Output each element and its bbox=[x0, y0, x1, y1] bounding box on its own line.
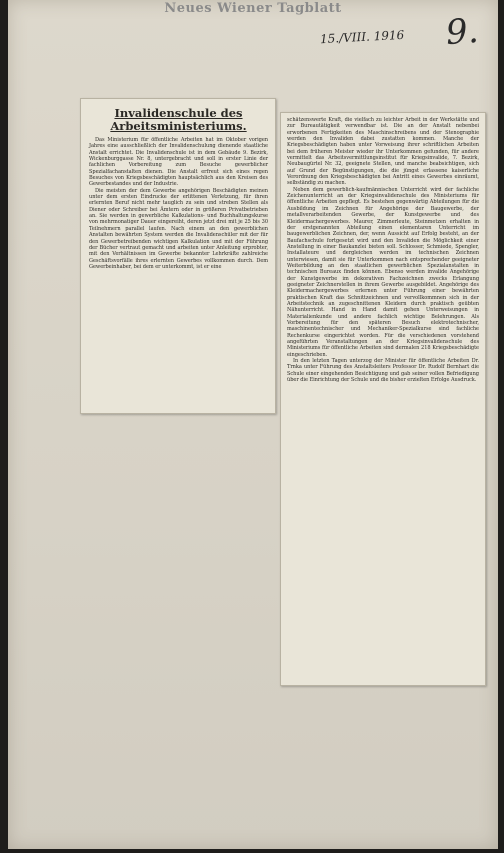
archive-sheet bbox=[8, 0, 498, 849]
handwritten-date: 15./VIII. 1916 bbox=[319, 27, 405, 47]
paragraph: schätzenswerte Kraft, die vielfach zu leichter Arbeit in der Werkstätte und zur Bureautätigkeit verwendbar ist. Die an der Anstalt nebenbei erworbenen Fertigkeiten des Maschinschreibens und der Stenographie werden den Invaliden dabei zustatten kommen. Manche der Kriegsbeschädigten haben unter Vorweisung ihrer schriftlichen Arbeiten bei dem früheren Meister wieder ihr Unterkommen gefunden, für andere vermittelt das Arbeitsvermittlungsinstitut für Kriegsinvalide, 7. Bezirk, Neubaugürtel Nr. 32, geeignete Stellen, und manche beabsichtigen, sich auf Grund der Begünstigungen, die die jüngst erlassene kaiserliche Verordnung den Kriegsbeschädigten bei Antritt eines Gewerbes einräumt, selbständig zu machen. bbox=[287, 117, 479, 187]
newspaper-masthead: Neues Wiener Tagblatt bbox=[164, 1, 342, 16]
paragraph: Das Ministerium für öffentliche Arbeiten hat im Oktober vorigen Jahres eine ausschließlich der Invalidenschulung dienende staatliche Anstalt errichtet. Die Invalidenschule ist in dem Gebäude 9. Bezirk, Wickenburggasse Nr. 8, untergebracht und soll in erster Linie der fachlichen Vorbereitung zum Besuche gewerblicher Spezialfachanstalten dienen. Die Anstalt erfreut sich eines regen Besuches von Kriegsbeschädigten hauptsächlich aus den Kreisen des Gewerbestandes und der Industrie. bbox=[89, 137, 268, 188]
article-body-col1 bbox=[89, 137, 268, 270]
article-title: Invalidenschule des Arbeitsministeriums. bbox=[110, 106, 247, 133]
handwritten-page-number: 9. bbox=[444, 10, 480, 54]
paragraph: In den letzten Tagen unterzog der Minister für öffentliche Arbeiten Dr. Trnka unter Führung des Anstaltsleiters Professor Dr. Rudolf Bernhart die Schule einer eingehenden Besichtigung und gab seiner vollen Befriedigung über die Einrichtung der Schule und die bisher erzielten Erfolge Ausdruck. bbox=[287, 358, 479, 384]
article-body-col2 bbox=[287, 117, 479, 383]
paragraph: Die meisten der dem Gewerbe angehörigen Beschädigten meinen unter dem ersten Eindrucke der erlittenen Verletzung, für ihren erlernten Beruf nicht mehr tauglich zu sein und streben Stellen als Diener oder Schreiber bei Ämtern oder in größeren Privatbetrieben an. Sie werden in gewerbliche Kalkulations- und Buchhaltungskurse von mehrmonatiger Dauer eingereiht, deren jetzt drei mit je 25 bis 30 Teilnehmern parallel laufen. Nach einem an den gewerblichen Anstalten bewährten System werden die Invalidenschüler mit der für den Gewerbetreibenden wichtigen Kalkulation und mit der Führung der Bücher vertraut gemacht und arbeiten unter Anleitung erprobter, mit den Verhältnissen im Gewerbe bekannter Lehrkräfte zahlreiche Geschäftsvorfälle ihres erlernten Gewerbes vollkommen durch. Dem Gewerbeinhaber, bei dem er unterkommt, ist er eine bbox=[89, 187, 268, 270]
paragraph: Neben dem gewerblich-kaufmännischen Unterricht wird der fachliche Zeichenunterricht an der Kriegsinvalidenschule des Ministeriums für öffentliche Arbeiten gepflegt. Es bestehen gegenwärtig Abteilungen für die Ausbildung im Zeichnen für Angehörige der Baugewerbe, der metallverarbeitenden Gewerbe, der Kunstgewerbe und des Kleidermachergewerbes. Maurer, Zimmerleute, Steinmetzen erhalten in der erstgenannten Abteilung einen elementaren Unterricht im baugewerblichen Zeichnen, der, wenn Aussicht auf Erfolg besteht, an der Baufachschule fortgesetzt wird und den Invaliden die Möglichkeit einer Anstellung in einer Baukanzlei bieten soll. Schlosser, Schmiede, Spengler, Installateure und dergleichen werden im technischen Zeichnen unterwiesen, damit sie für Unterkommen nach entsprechender geeigneter Weiterbildung an den staatlichen gewerblichen Spezialanstalten in technischen Bureaux finden können. Ebenso werden invalide Angehörige der Kunstgewerbe im dekorativen Fachzeichnen zwecks Erlangung geeigneter Zeichnerstellen in ihrem Gewerbe ausgebildet. Angehörige des Kleidermachergewerbes erlernen unter Führung einer bewährten praktischen Kraft das Schnittzeichnen und vervollkommnen sich in der Arbeitstechnik an zugeschnittenen Kleidern durch praktisch geübten Nähunterricht. Hand in Hand damit gehen Unterweisungen in Materialienkunde und andere fachlich wichtige Belehrungen. Als Vorbereitung für den späteren Besuch elektrotechnischer, maschinentechnischer und Mechaniker-Spezialkurse sind fachliche Rechenkurse eingerichtet worden. Für die verschiedenen vorstehend angeführten Veranstaltungen an der Kriegsinvalidenschule des Ministeriums für öffentliche Arbeiten sind dermalen 218 Kriegsbeschädigte eingeschrieben. bbox=[287, 186, 479, 358]
clipping-column-2 bbox=[280, 112, 486, 686]
clipping-column-1 bbox=[80, 98, 276, 414]
